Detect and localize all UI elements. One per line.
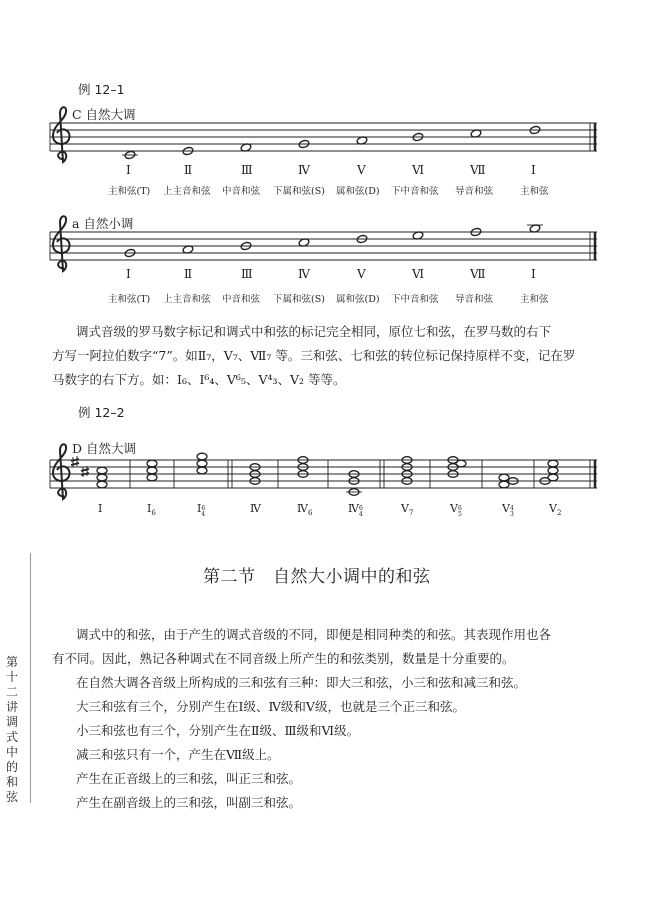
chapter-sidebar: 第十二讲 调式中的和弦 (5, 655, 31, 804)
paragraph-line: 方写一阿拉伯数字“7”。如Ⅱ₇，Ⅴ₇、Ⅶ₇ 等。三和弦、七和弦的转位标记保持原样不变，记在罗 (52, 348, 576, 363)
staff1-numeral: Ⅶ (470, 163, 486, 177)
staff-1 (50, 123, 597, 155)
function-label: 下中音和弦 (391, 186, 439, 197)
chord-label: Ⅴ 4 3 (502, 502, 514, 518)
chord-label: Ⅳ 6 4 (348, 502, 363, 518)
staff2-numeral: Ⅱ (184, 267, 193, 281)
staff2-numeral: Ⅳ (298, 267, 310, 281)
chord-label: $Ⅳ_6$ (297, 502, 313, 518)
function-label: 上主音和弦 (163, 186, 211, 197)
function-label: 主和弦 (520, 186, 549, 197)
function-label: 中音和弦 (222, 186, 261, 197)
treble-clef-3 (53, 444, 70, 499)
example-label-12-2: 例 12–2 (78, 405, 125, 420)
paragraph-line: 调式音级的罗马数字标记和调式中和弦的标记完全相同，原位七和弦，在罗马数的右下 (76, 324, 552, 339)
staff1-numeral: Ⅵ (412, 163, 425, 177)
sidebar-divider (30, 553, 31, 803)
function-label: 中音和弦 (222, 294, 261, 305)
staff2-numeral: Ⅲ (241, 267, 253, 281)
paragraph-line: 马数字的右下方。如：Ⅰ₆、Ⅰ⁶₄、Ⅴ⁶₅、Ⅴ⁴₃、Ⅴ₂ 等等。 (52, 372, 346, 387)
function-label: 下属和弦(S) (273, 186, 325, 197)
body-line: 大三和弦有三个，分别产生在Ⅰ级、Ⅳ级和Ⅴ级，也就是三个正三和弦。 (76, 699, 465, 714)
function-label: 主和弦 (520, 294, 549, 305)
staff1-numeral: Ⅲ (241, 163, 253, 177)
chord-label: Ⅴ 6 5 (450, 502, 462, 518)
body-line: 产生在正音级上的三和弦，叫正三和弦。 (76, 771, 302, 786)
staff2-numeral: Ⅶ (470, 267, 486, 281)
body-line: 在自然大调各音级上所构成的三和弦有三种：即大三和弦，小三和弦和减三和弦。 (76, 675, 527, 690)
function-label: 下中音和弦 (391, 294, 439, 305)
body-line: 调式中的和弦，由于产生的调式音级的不同，即便是相同种类的和弦。其表现作用也各 (76, 627, 552, 642)
staff2-numeral: Ⅴ (357, 267, 366, 281)
function-label: 下属和弦(S) (273, 294, 325, 305)
chord-label: Ⅰ (98, 502, 103, 515)
staff1-numeral: Ⅰ (531, 163, 536, 177)
staff1-numeral: Ⅰ (126, 163, 131, 177)
chord-label: $Ⅴ_2$ (549, 502, 562, 518)
body-line: 产生在副音级上的三和弦，叫副三和弦。 (76, 795, 302, 810)
chord-label: Ⅰ 6 4 (197, 502, 206, 518)
treble-clef-2 (53, 216, 70, 271)
chord-label: $Ⅰ_6$ (147, 502, 156, 518)
section-title: 第二节 自然大小调中的和弦 (203, 567, 431, 587)
staff1-key-label: C 自然大调 (72, 107, 136, 122)
function-label: 属和弦(D) (336, 186, 380, 197)
function-label: 主和弦(T) (108, 294, 151, 305)
staff2-numeral: Ⅰ (531, 267, 536, 281)
body-line: 小三和弦也有三个，分别产生在Ⅱ级、Ⅲ级和Ⅵ级。 (76, 723, 360, 738)
function-label: 主和弦(T) (108, 186, 151, 197)
staff3-key-label: D 自然大调 (72, 441, 136, 456)
body-line: 减三和弦只有一个，产生在Ⅶ级上。 (76, 747, 280, 762)
staff-3 (50, 460, 597, 492)
staff1-numeral: Ⅴ (357, 163, 366, 177)
example-label-12-1: 例 12–1 (78, 82, 125, 97)
staff2-numeral: Ⅰ (126, 267, 131, 281)
function-label: 属和弦(D) (336, 294, 380, 305)
body-line: 有不同。因此，熟记各种调式在不同音级上所产生的和弦类别，数量是十分重要的。 (52, 651, 515, 666)
staff1-numeral: Ⅳ (298, 163, 310, 177)
staff1-numeral: Ⅱ (184, 163, 193, 177)
staff1-notes (124, 125, 541, 159)
treble-clef-1 (53, 107, 70, 162)
function-label: 导音和弦 (455, 294, 494, 305)
chord-label: Ⅳ (250, 502, 261, 515)
chord-label: $Ⅴ_7$ (401, 502, 414, 518)
staff2-key-label: a 自然小调 (72, 216, 134, 231)
function-label: 上主音和弦 (163, 294, 211, 305)
function-label: 导音和弦 (455, 186, 494, 197)
staff2-numeral: Ⅵ (412, 267, 425, 281)
